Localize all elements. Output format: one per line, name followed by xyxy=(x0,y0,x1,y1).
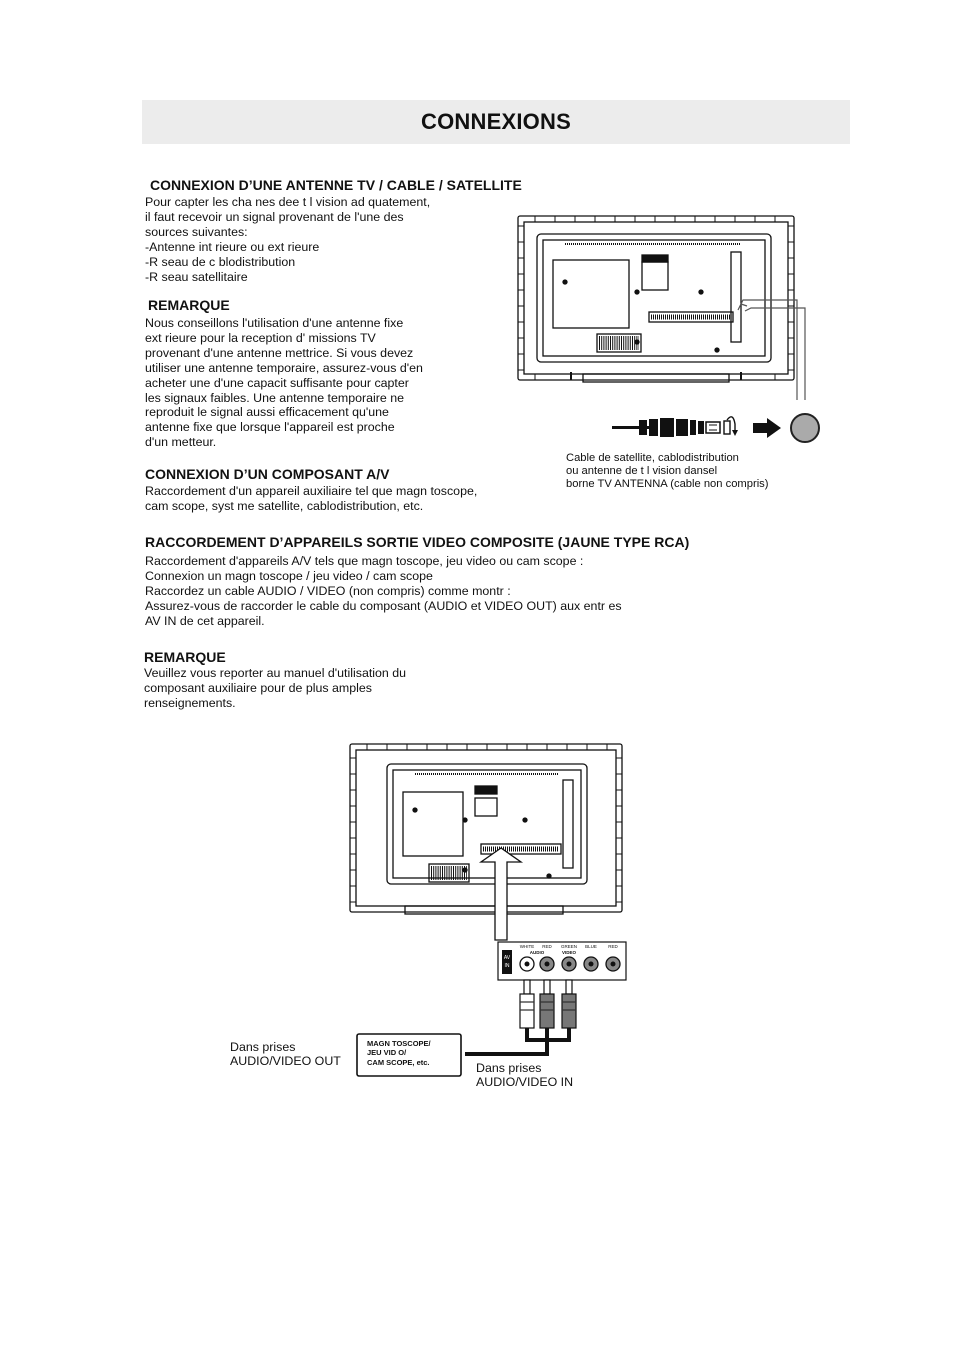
remark-line: utiliser une antenne temporaire, assurez-vous d'en xyxy=(145,360,423,375)
remark-line: Veuillez vous reporter au manuel d'utilisation du xyxy=(144,666,407,680)
av-in-text xyxy=(476,1061,573,1089)
antenna-diagram-caption xyxy=(566,452,769,492)
remark-line: d'un metteur. xyxy=(145,435,217,450)
antenna-line: -R seau satellitaire xyxy=(145,269,248,284)
antenna-line: il faut recevoir un signal provenant de l'une des xyxy=(145,209,404,224)
composite-remark-paragraph xyxy=(144,666,406,711)
antenna-plug-icon xyxy=(612,417,738,437)
antenna-remark-paragraph xyxy=(145,316,423,450)
component-paragraph xyxy=(145,484,477,514)
remark-line: composant auxiliaire pour de plus amples xyxy=(144,680,372,695)
av-in-line: AUDIO/VIDEO IN xyxy=(476,1075,574,1089)
blue-label: BLUE xyxy=(585,944,597,949)
red-label: RED xyxy=(542,944,552,949)
title-banner xyxy=(142,100,850,144)
antenna-jack-icon xyxy=(791,414,819,442)
antenna-line: -Antenne int rieure ou ext rieure xyxy=(145,239,320,254)
composite-remark-heading: REMARQUE xyxy=(144,649,226,665)
composite-line: Connexion un magn toscope / jeu video / cam scope xyxy=(145,568,433,583)
device-box-line: CAM SCOPE, etc. xyxy=(367,1058,430,1067)
device-box-line: MAGN TOSCOPE/ xyxy=(367,1039,431,1048)
av-input-panel xyxy=(498,942,626,980)
antenna-line: -R seau de c blodistribution xyxy=(145,254,296,269)
device-box-line: JEU VID O/ xyxy=(367,1048,407,1057)
tv-back-illustration xyxy=(350,744,622,914)
page-title: CONNEXIONS xyxy=(421,109,571,134)
component-line: cam scope, syst me satellite, cablodistribution, etc. xyxy=(145,498,424,513)
remark-line: renseignements. xyxy=(144,695,236,710)
antenna-paragraph xyxy=(145,195,430,284)
av-connection-diagram xyxy=(345,740,635,1085)
remark-line: antenne fixe que lorsque l'appareil est proche xyxy=(145,420,395,435)
remark-line: ext rieure pour la reception d' missions TV xyxy=(145,330,376,345)
av-in-line: Dans prises xyxy=(476,1061,542,1075)
red2-label: RED xyxy=(608,944,618,949)
video-label: VIDEO xyxy=(561,950,577,955)
tv-back-illustration xyxy=(518,216,794,382)
component-heading: CONNEXION D’UN COMPOSANT A/V xyxy=(145,466,390,482)
caption-line: Cable de satellite, cablodistribution xyxy=(566,452,739,464)
antenna-remark-heading: REMARQUE xyxy=(148,297,230,313)
av-out-line: Dans prises xyxy=(230,1040,296,1054)
composite-line: Raccordement d'appareils A/V tels que magn toscope, jeu video ou cam scope : xyxy=(145,554,584,568)
composite-heading: RACCORDEMENT D’APPAREILS SORTIE VIDEO COMPOSITE (JAUNE TYPE RCA) xyxy=(145,534,690,550)
rca-plugs xyxy=(520,980,576,1028)
green-label: GREEN xyxy=(560,944,578,949)
av-out-line: AUDIO/VIDEO OUT xyxy=(230,1054,341,1068)
antenna-diagram xyxy=(515,212,835,452)
av-out-label xyxy=(230,1040,341,1068)
composite-line: Assurez-vous de raccorder le cable du composant (AUDIO et VIDEO OUT) aux entr es xyxy=(145,598,622,613)
arrow-up-icon xyxy=(481,848,521,940)
caption-line: ou antenne de t l vision dansel xyxy=(566,465,718,478)
antenna-heading: CONNEXION D’UNE ANTENNE TV / CABLE / SATELLITE xyxy=(150,177,522,193)
antenna-line: sources suivantes: xyxy=(145,224,248,239)
remark-line: provenant d'une antenne mettrice. Si vous devez xyxy=(145,345,414,360)
av-in-label: IN xyxy=(504,963,510,969)
composite-paragraph xyxy=(145,554,622,629)
av-in-label: AV xyxy=(503,955,511,961)
antenna-line: Pour capter les cha nes dee t l vision ad quatement, xyxy=(145,195,431,209)
white-label: WHITE xyxy=(519,944,535,949)
composite-line: AV IN de cet appareil. xyxy=(145,613,265,628)
component-line: Raccordement d'un appareil auxiliaire tel que magn toscope, xyxy=(145,484,478,498)
remark-line: les signaux faibles. Une antenne temporaire ne xyxy=(145,390,404,405)
remark-line: acheter une d'une capacit suffisante pour capter xyxy=(145,375,409,390)
remark-line: reproduit le signal aussi efficacement qu'une xyxy=(145,405,389,420)
remark-line: Nous conseillons l'utilisation d'une antenne fixe xyxy=(145,316,404,330)
audio-label: AUDIO xyxy=(529,950,545,955)
caption-line: borne TV ANTENNA (cable non compris) xyxy=(566,478,769,491)
composite-line: Raccordez un cable AUDIO / VIDEO (non compris) comme montr : xyxy=(145,583,511,598)
av-cable-lines xyxy=(465,1028,569,1054)
arrow-right-icon xyxy=(753,418,781,438)
